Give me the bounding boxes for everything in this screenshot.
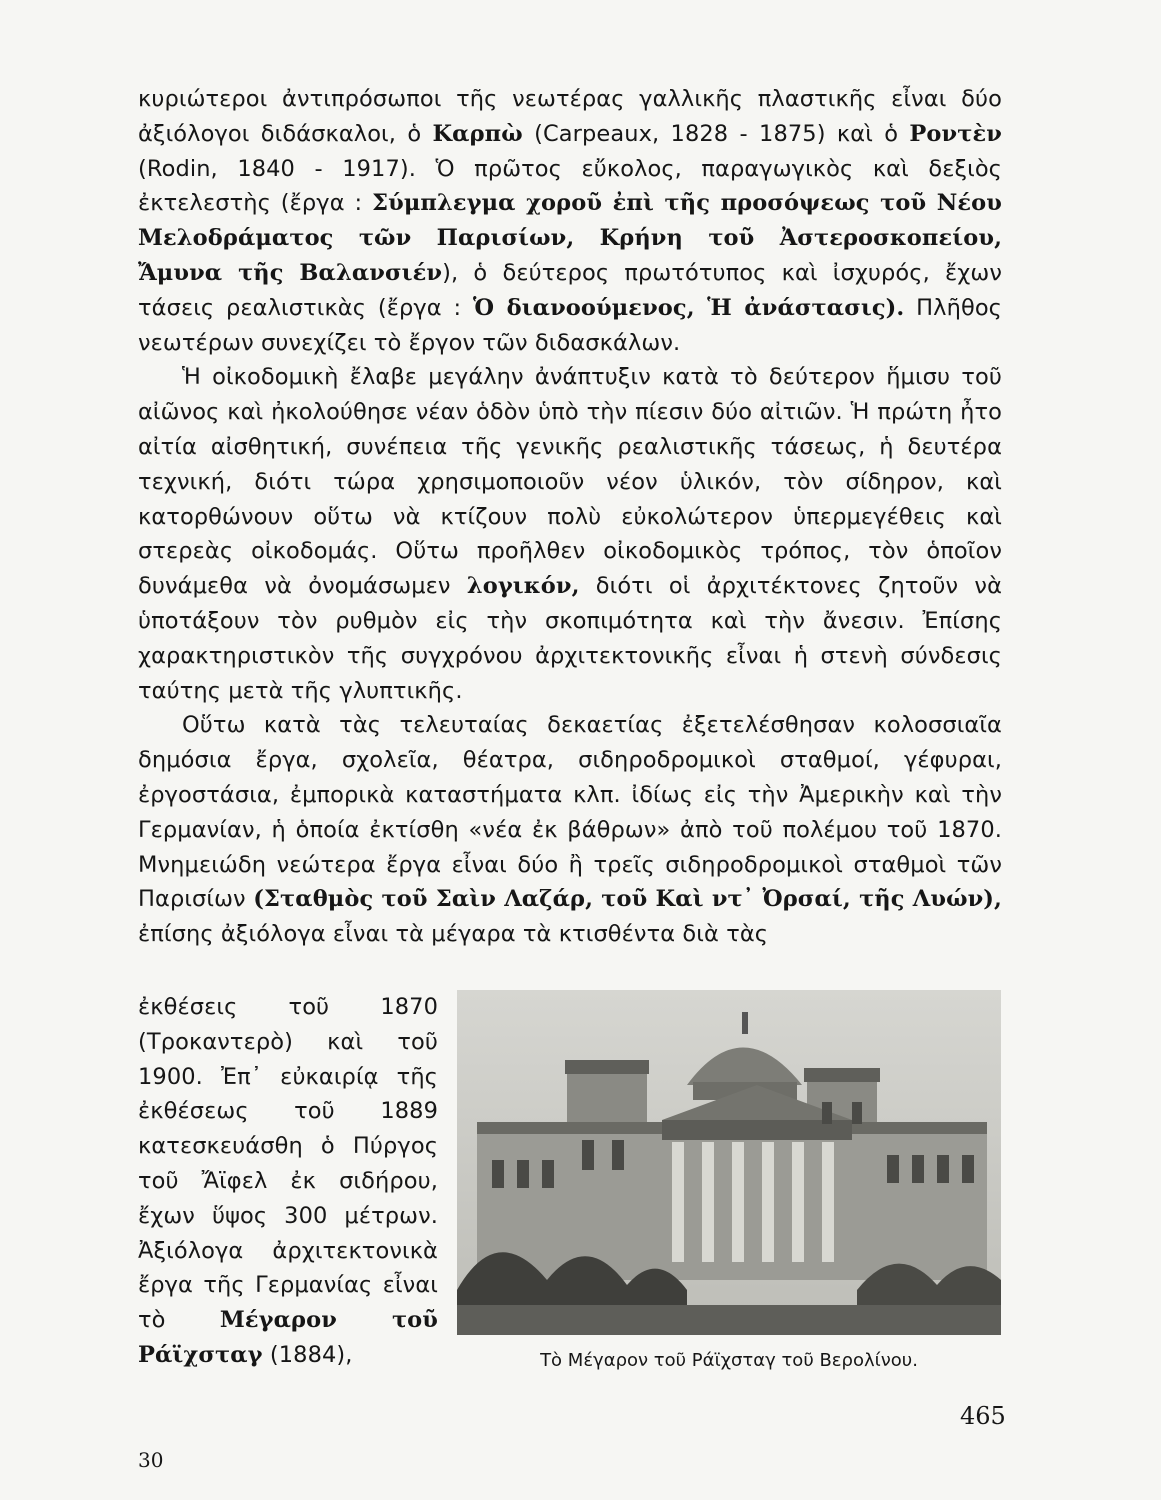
text-run: (Carpeaux, 1828 - 1875) καὶ ὁ [522,120,910,147]
page-number: 465 [960,1402,1006,1430]
text-run: ), ὁ δεύτερος πρωτότυπος καὶ ἰσχυρός, ἔχων τάσεις ρεαλιστικὰς (ἔργα : [138,259,1002,321]
bold-term: Καρπὼ [432,120,523,147]
wrapped-text-column [138,990,438,1373]
bold-term: (Σταθμὸς τοῦ Σαὶν Λαζάρ, τοῦ Καὶ ντ᾽ Ὀρσαί, τῆς Λυών), [253,886,1002,913]
text-run: διότι οἱ ἀρχιτέκτονες ζητοῦν νὰ ὑποτάξουν τὸν ρυθμὸν εἰς τὴν σκοπιμότητα καὶ τὴν ἄνεσιν. Ἐπίσης χαρακτηριστικὸν τῆς συγχρόνου ἀρχιτεκτονικῆς εἶναι ἡ στενὴ σύνδεσις ταύτης μετὰ τῆς γλυπτικῆς. [138,573,1003,704]
paragraph-architecture [138,360,1002,708]
text-run: Οὕτω κατὰ τὰς τελευταίας δεκαετίας ἐξετελέσθησαν κολοσσιαῖα δημόσια ἔργα, σχολεῖα, θέατρα, σιδηροδρομικοὶ σταθμοί, γέφυραι, ἐργοστάσια, ἐμπορικὰ καταστήματα κλπ. ἰδίως εἰς τὴν Ἀμερικὴν καὶ τὴν Γερμανίαν, ἡ ὁποία ἐκτίσθη «νέα ἐκ βάθρων» ἀπὸ τοῦ πολέμου τοῦ 1870. Μνημειώδη νεώτερα ἔργα εἶναι δύο ἢ τρεῖς σιδηροδρομικοὶ σταθμοὶ τῶν Παρισίων [138,712,1002,913]
text-run: ἐκθέσεις τοῦ 1870 (Τροκαντερὸ) καὶ τοῦ 1900. Ἐπ᾽ εὐκαιρίᾳ τῆς ἐκθέσεως τοῦ 1889 κατεσκευάσθη ὁ Πύργος τοῦ Ἄϊφελ ἐκ σιδήρου, ἔχων ὕψος 300 μέτρων. Ἀξιόλογα ἀρχιτεκτονικὰ ἔργα τῆς Γερμανίας εἶναι τὸ [138,994,438,1334]
photo-caption: Τὸ Μέγαρον τοῦ Ράϊχσταγ τοῦ Βερολίνου. [540,1350,918,1371]
text-run: ἐπίσης ἀξιόλογα εἶναι τὰ μέγαρα τὰ κτισθέντα διὰ τὰς [138,921,769,948]
main-text [138,82,1002,952]
paragraph-public-works [138,708,1002,952]
paragraph-exhibitions [138,990,438,1373]
bold-term: Ροντὲν [909,120,1002,147]
bold-term: λογικόν, [466,573,580,600]
text-run: κυριώτεροι ἀντιπρόσωποι τῆς νεωτέρας γαλλικῆς πλαστικῆς εἶναι δύο ἀξιόλογοι διδάσκαλοι, ὁ [138,86,1002,147]
text-run: (1884), [262,1341,353,1368]
paragraph-sculpture [138,82,1002,360]
text-run: Ἡ οἰκοδομικὴ ἔλαβε μεγάλην ἀνάπτυξιν κατὰ τὸ δεύτερον ἥμισυ τοῦ αἰῶνος καὶ ἠκολούθησε νέαν ὁδὸν ὑπὸ τὴν πίεσιν δύο αἰτιῶν. Ἡ πρώτη ἦτο αἰτία αἰσθητική, συνέπεια τῆς γενικῆς ρεαλιστικῆς τάσεως, ἡ δευτέρα τεχνική, διότι τώρα χρησιμοποιοῦν νέον ὑλικόν, τὸν σίδηρον, καὶ κατορθώνουν οὕτω νὰ κτίζουν πολὺ εὐκολώτερον ὑπερμεγέθεις καὶ στερεὰς οἰκοδομάς. Οὕτω προῆλθεν οἰκοδομικὸς τρόπος, τὸν ὁποῖον δυνάμεθα νὰ ὀνομάσωμεν [138,364,1002,600]
bold-term: Ὁ διανοούμενος, Ἡ ἀνάστασις). [472,294,905,321]
bold-term: Μέγαρον τοῦ Ράϊχσταγ [138,1307,439,1368]
reichstag-photo [457,990,1001,1335]
bold-term: Σύμπλεγμα χοροῦ ἐπὶ τῆς προσόψεως τοῦ Νέου Μελοδράματος τῶν Παρισίων, Κρήνη τοῦ Ἀστεροσκοπείου, Ἄμυνα τῆς Βαλανσιέν [138,190,1002,286]
text-run: (Rodin, 1840 - 1917). Ὁ πρῶτος εὔκολος, παραγωγικὸς καὶ δεξιὸς ἐκτελεστὴς (ἔργα : [138,155,1002,217]
signature-mark: 30 [138,1448,164,1472]
text-run: Πλῆθος νεωτέρων συνεχίζει τὸ ἔργον τῶν διδασκάλων. [138,294,1002,356]
